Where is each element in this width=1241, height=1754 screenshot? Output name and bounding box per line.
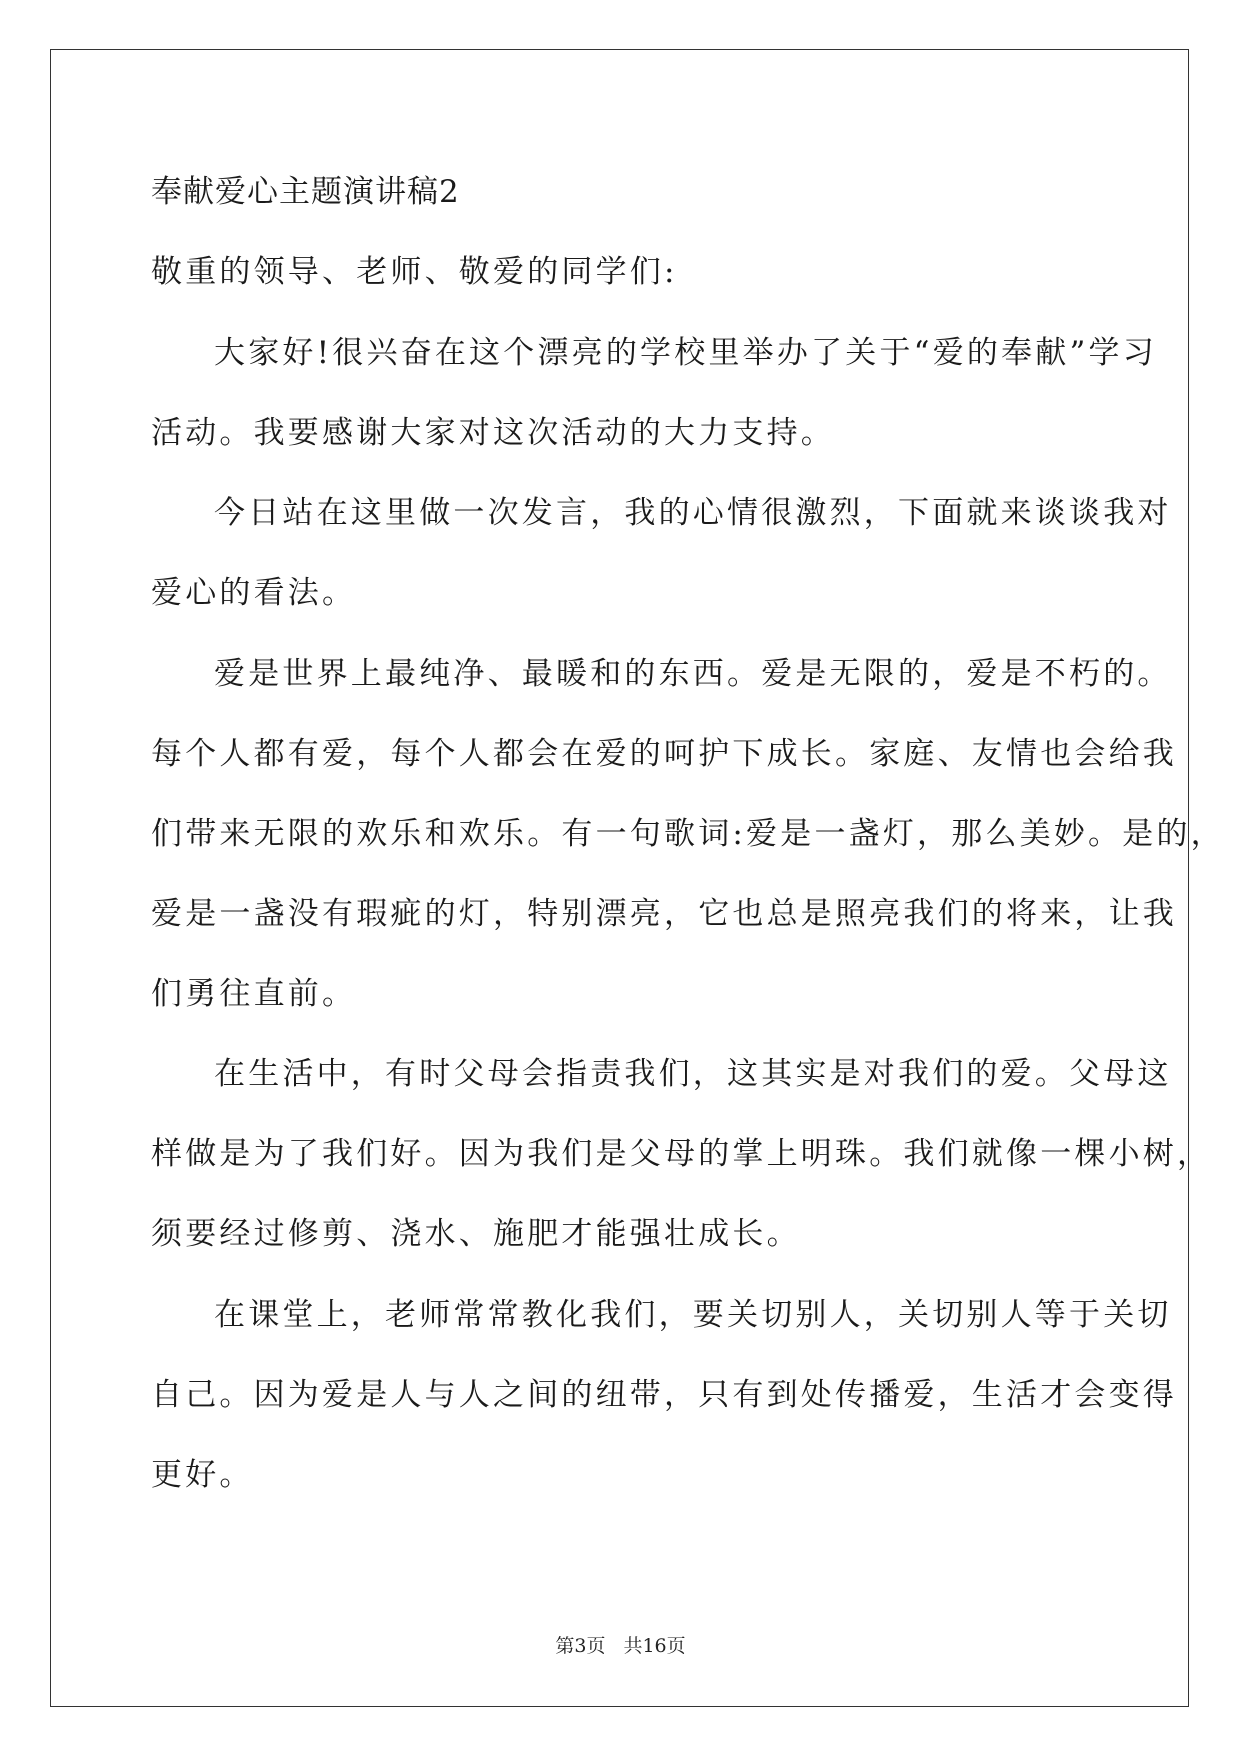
paragraph-line: 活动。我要感谢大家对这次活动的大力支持。 (151, 415, 835, 451)
paragraph-line: 更好。 (151, 1457, 254, 1493)
paragraph-line: 们带来无限的欢乐和欢乐。有一句歌词:爱是一盏灯，那么美妙。是的， (151, 816, 1225, 852)
document-title: 奉献爱心主题演讲稿2 (151, 174, 460, 210)
paragraph-line: 今日站在这里做一次发言，我的心情很激烈，下面就来谈谈我对 (214, 495, 1172, 531)
paragraph-line: 们勇往直前。 (151, 976, 357, 1012)
paragraph-line: 自己。因为爱是人与人之间的纽带，只有到处传播爱，生活才会变得 (151, 1377, 1177, 1413)
page-footer (0, 1634, 1241, 1658)
page-number: 第3页 (555, 1635, 606, 1657)
paragraph-line: 爱心的看法。 (151, 575, 357, 611)
page-total: 共16页 (623, 1635, 686, 1657)
paragraph-line: 大家好!很兴奋在这个漂亮的学校里举办了关于“爱的奉献”学习 (214, 335, 1157, 371)
paragraph-line: 每个人都有爱，每个人都会在爱的呵护下成长。家庭、友情也会给我 (151, 736, 1177, 772)
paragraph-line: 样做是为了我们好。因为我们是父母的掌上明珠。我们就像一棵小树， (151, 1136, 1212, 1172)
paragraph-line: 在课堂上，老师常常教化我们，要关切别人，关切别人等于关切 (214, 1297, 1172, 1333)
paragraph-line: 爱是一盏没有瑕疵的灯，特别漂亮，它也总是照亮我们的将来，让我 (151, 896, 1177, 932)
paragraph-line: 爱是世界上最纯净、最暖和的东西。爱是无限的，爱是不朽的。 (214, 656, 1172, 692)
paragraph-line: 须要经过修剪、浇水、施肥才能强壮成长。 (151, 1216, 801, 1252)
salutation: 敬重的领导、老师、敬爱的同学们: (151, 254, 678, 290)
paragraph-line: 在生活中，有时父母会指责我们，这其实是对我们的爱。父母这 (214, 1056, 1172, 1092)
